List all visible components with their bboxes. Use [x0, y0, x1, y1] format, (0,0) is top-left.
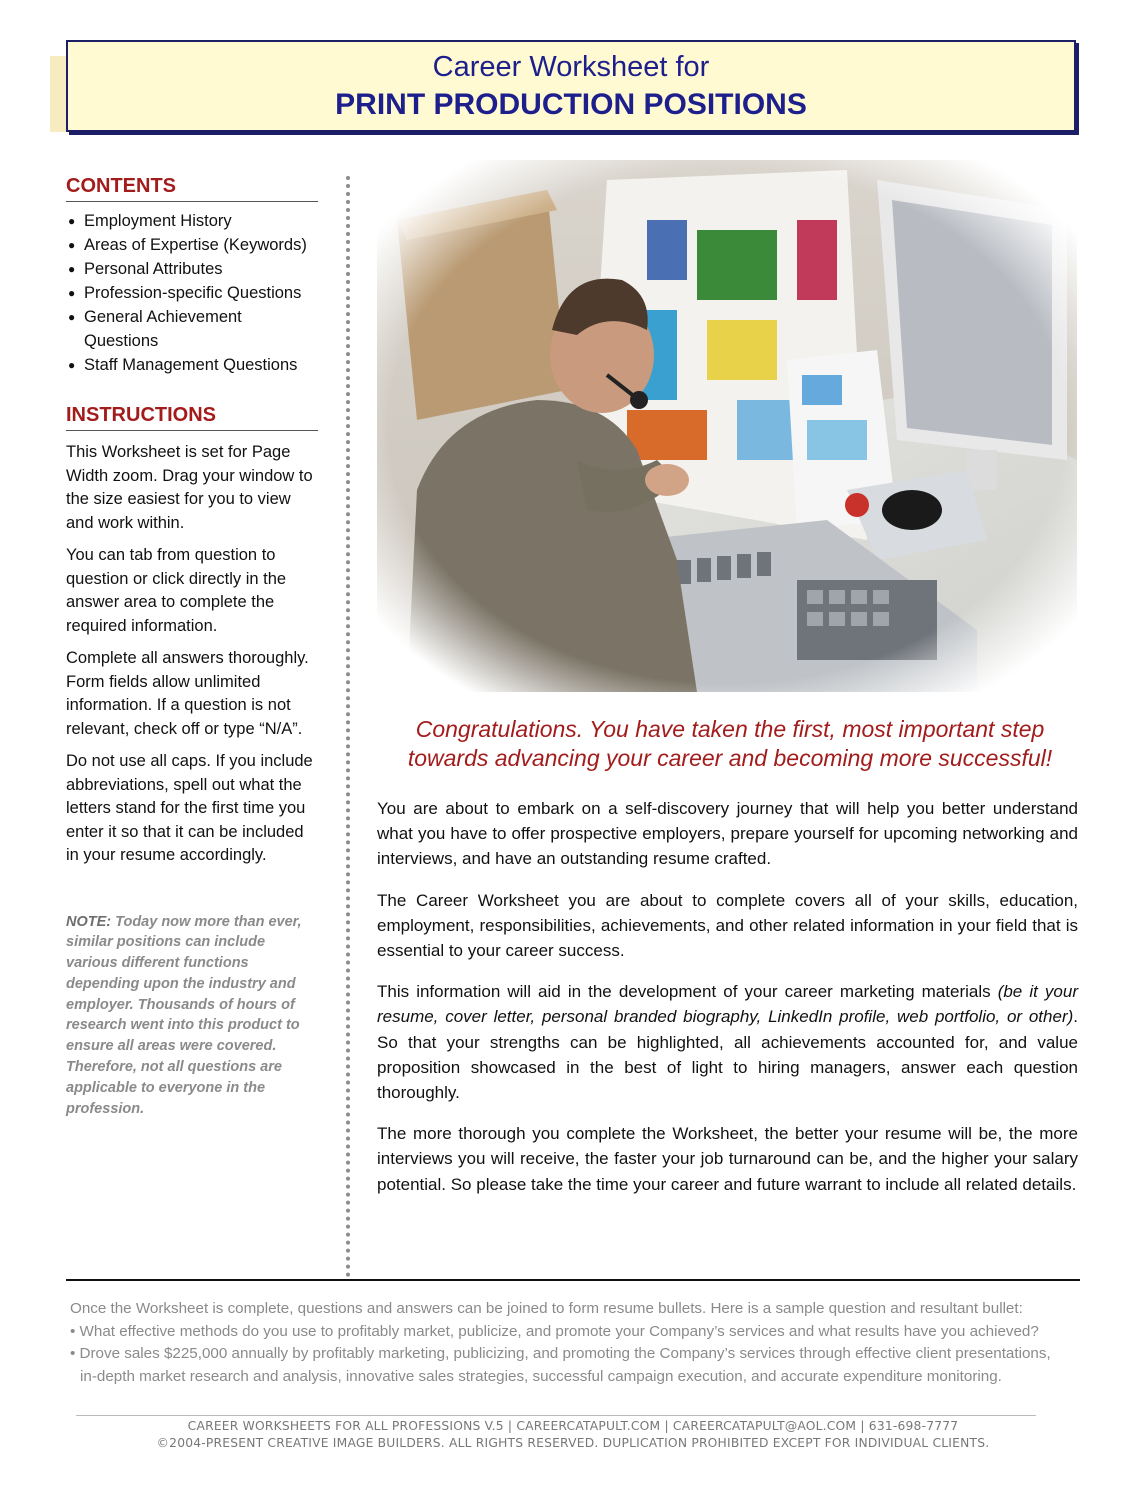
intro-paragraph-2: The Career Worksheet you are about to complete covers all of your skills, education, employment, responsibilities, achievements, and other related information in your field that is essential to your career success.	[377, 890, 1078, 961]
title-line-2: PRINT PRODUCTION POSITIONS	[335, 88, 807, 121]
contents-item	[66, 305, 318, 353]
bullet-icon: ●	[68, 358, 76, 372]
sample-bullet-line-1: • Drove sales $225,000 annually by profitably marketing, publicizing, and promoting the Company’s services through effective client presentations,	[70, 1345, 1051, 1363]
sample-bullet-line-2: in-depth market research and analysis, innovative sales strategies, successful campaign execution, and accurate expenditure monitoring.	[80, 1367, 1002, 1385]
contents-item-label: Profession-specific Questions	[84, 284, 302, 302]
congrats-line-2: towards advancing your career and becoming more successful!	[407, 745, 1053, 771]
instructions-heading: INSTRUCTIONS	[66, 404, 318, 431]
contents-item	[66, 353, 318, 377]
contents-item-label: General Achievement Questions	[84, 308, 242, 350]
contents-item-label: Employment History	[84, 212, 232, 230]
congratulations-banner	[380, 715, 1080, 773]
para3-italic: (be it your resume, cover letter, personal branded biography, LinkedIn profile, web portfolio, or other)	[377, 982, 1078, 1027]
footer-contact-line: CAREER WORKSHEETS FOR ALL PROFESSIONS V.5 | CAREERCATAPULT.COM | CAREERCATAPULT@AOL.COM | 631-698-7777	[187, 1419, 959, 1433]
title-line-1: Career Worksheet for	[432, 51, 710, 83]
bullet-icon: ●	[68, 214, 76, 228]
intro-paragraph-3	[377, 979, 1078, 1105]
sample-question: • What effective methods do you use to profitably market, publicize, and promote your Company’s services and what results have you achieved?	[70, 1322, 1039, 1340]
footer-divider	[76, 1415, 1036, 1416]
sidebar	[66, 175, 318, 1119]
note-label: NOTE:	[66, 913, 112, 930]
instructions-paragraph: You can tab from question to question or click directly in the answer area to complete the required information.	[66, 546, 287, 635]
bottom-divider	[66, 1279, 1080, 1281]
intro-paragraph-4: The more thorough you complete the Worksheet, the better your resume will be, the more interviews you will receive, the faster your job turnaround can be, and the higher your salary potential. So please take the time your career and future warrant to include all related details.	[377, 1124, 1078, 1194]
contents-item-label: Personal Attributes	[84, 260, 223, 278]
instructions-paragraph: This Worksheet is set for Page Width zoom. Drag your window to the size easiest for you to view and work within.	[66, 443, 313, 532]
para3-start: This information will aid in the development of your career marketing materials	[377, 982, 998, 1002]
intro-body	[377, 796, 1078, 1213]
instructions-paragraph: Do not use all caps. If you include abbreviations, spell out what the letters stand for the first time you enter it so that it can be included in your resume accordingly.	[66, 752, 313, 864]
title-banner	[66, 40, 1076, 132]
note-text: Today now more than ever, similar positions can include various different functions depending upon the industry and employer. Thousands of hours of research went into this product to ensure all areas were covered. Therefore, not all questions are applicable to everyone in the profession.	[66, 913, 302, 1117]
sample-intro: Once the Worksheet is complete, questions and answers can be joined to form resume bullets. Here is a sample question and resultant bullet:	[70, 1300, 1023, 1317]
contents-item	[66, 281, 318, 305]
contents-heading: CONTENTS	[66, 175, 318, 202]
para3-end: . So that your strengths can be highlighted, all achievements accounted for, and value proposition showcased in the best of light to hiring managers, answer each question thoroughly.	[377, 1007, 1078, 1103]
footer-copyright-line: ©2004-PRESENT CREATIVE IMAGE BUILDERS. ALL RIGHTS RESERVED. DUPLICATION PROHIBITED EXCEPT FOR INDIVIDUAL CLIENTS.	[156, 1435, 990, 1450]
sample-bullet-block	[70, 1298, 1080, 1388]
contents-item	[66, 209, 318, 233]
hero-photo	[377, 160, 1077, 692]
bullet-icon: ●	[68, 262, 76, 276]
note-block	[66, 912, 318, 1120]
contents-item	[66, 257, 318, 281]
instructions-paragraph: Complete all answers thoroughly. Form fields allow unlimited information. If a question is not relevant, check off or type “N/A”.	[66, 649, 309, 738]
column-divider	[346, 176, 350, 1278]
bullet-icon: ●	[68, 286, 76, 300]
congrats-line-1: Congratulations. You have taken the first, most important step	[415, 716, 1045, 742]
contents-item-label: Staff Management Questions	[84, 356, 298, 374]
intro-paragraph-1: You are about to embark on a self-discovery journey that will help you better understand what you have to offer prospective employers, prepare yourself for upcoming networking and interviews, and have an outstanding resume crafted.	[377, 799, 1078, 869]
bullet-icon: ●	[68, 238, 76, 252]
bullet-icon: ●	[68, 310, 76, 324]
contents-item-label: Areas of Expertise (Keywords)	[84, 236, 307, 254]
contents-item	[66, 233, 318, 257]
footer	[56, 1418, 1090, 1451]
contents-list	[66, 209, 318, 377]
